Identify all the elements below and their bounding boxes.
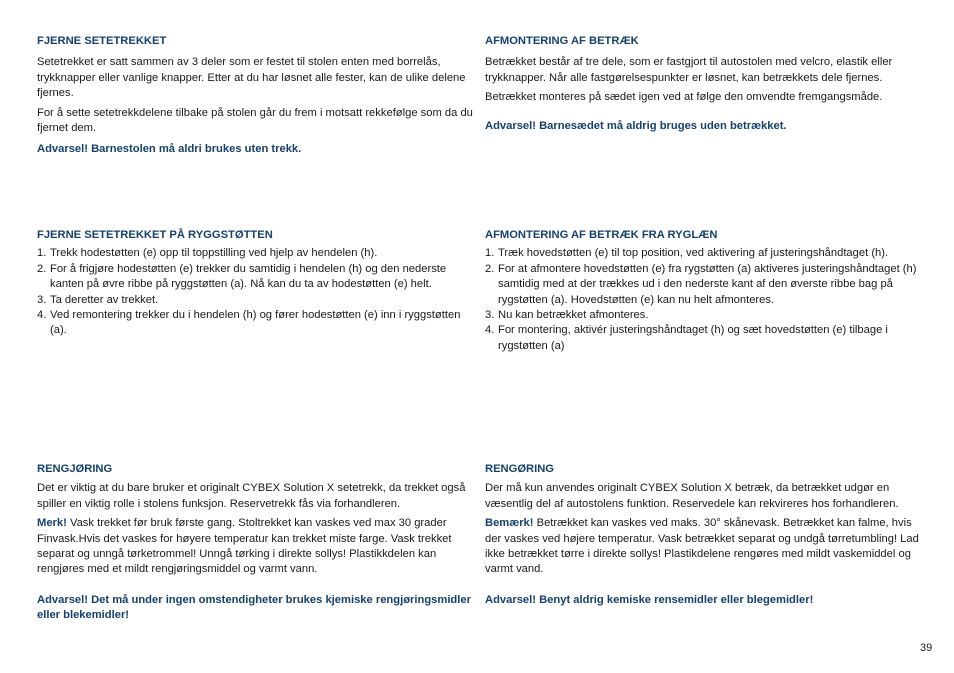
section-remove-backrest-cover-da bbox=[485, 228, 921, 354]
section-heading: FJERNE SETETREKKET PÅ RYGGSTØTTEN bbox=[37, 229, 273, 241]
step-number: 2. bbox=[37, 262, 47, 275]
step-number: 3. bbox=[37, 293, 47, 306]
paragraph: Det er viktig at du bare bruker et originalt CYBEX Solution X setetrekk, da trekket også spiller en viktig rolle i stolens funksjon. Reservetrekk fås via forhandleren. bbox=[37, 482, 466, 510]
list-item bbox=[485, 308, 921, 323]
step-text: Trekk hodestøtten (e) opp til toppstilling ved hjelp av hendelen (h). bbox=[50, 247, 378, 260]
section-cleaning-da bbox=[485, 462, 921, 608]
step-number: 1. bbox=[37, 247, 47, 260]
step-text: For å frigjøre hodestøtten (e) trekker du samtidig i hendelen (h) og den nederste kanten på øvre ribbe på ryggstøtten (a). Nå kan du ta av hodestøtten (e) helt. bbox=[50, 262, 447, 291]
list-item bbox=[37, 246, 473, 261]
section-remove-backrest-cover-no bbox=[37, 228, 473, 339]
note-text: Vask trekket før bruk første gang. Stoltrekket kan vaskes ved max 30 grader Finvask.Hvis det vaskes for høyere temperatur kan trekket miste farge. Vask trekket separat og unngå tørketrommel! Unngå tørking i direkte sollys! Plastikkdelen kan rengjøres med et mildt rengjøringsmiddel og varmt vann. bbox=[37, 517, 452, 576]
section-heading: RENGJØRING bbox=[37, 463, 113, 475]
paragraph bbox=[485, 516, 921, 578]
section-heading: AFMONTERING AF BETRÆK bbox=[485, 35, 639, 47]
step-text: For montering, aktivér justeringshåndtaget (h) og sæt hovedstøtten (e) tilbage i rygstøtten (a) bbox=[498, 324, 888, 352]
paragraph: For å sette setetrekkdelene tilbake på stolen går du frem i motsatt rekkefølge som da du fjernet dem. bbox=[37, 106, 473, 135]
step-number: 2. bbox=[485, 262, 495, 275]
section-cleaning-no bbox=[37, 462, 473, 624]
step-text: For at afmontere hovedstøtten (e) fra rygstøtten (a) aktiveres justeringshåndtaget (h) samtidig med at der trækkes ud i den nederste kant af den øverste ribbe bag på rygstøtten (a). Hovedstøtten (e) kan nu helt afmonteres. bbox=[498, 262, 917, 306]
steps-list bbox=[485, 246, 921, 354]
step-number: 3. bbox=[485, 309, 495, 322]
list-item bbox=[485, 323, 921, 354]
note-text: Betrækket kan vaskes ved maks. 30° skånevask. Betrækket kan falme, hvis der vaskes ved højere temperatur. Vask betrækket separat og undgå tørretumbling! Lad ikke betrækket tørre i direkte sollys! Plastikdelene rengøres med mildt vaskemiddel og varmt vand. bbox=[485, 517, 919, 576]
warning-text: Advarsel! Benyt aldrig kemiske rensemidler eller blegemidler! bbox=[485, 593, 814, 606]
step-text: Ta deretter av trekket. bbox=[50, 293, 159, 306]
note-lead: Bemærk! bbox=[485, 517, 534, 530]
warning-text: Advarsel! Det må under ingen omstendigheter brukes kjemiske rengjøringsmidler eller blekemidler! bbox=[37, 593, 471, 622]
section-remove-seat-cover-no bbox=[37, 34, 473, 158]
paragraph: Setetrekket er satt sammen av 3 deler som er festet til stolen enten med borrelås, trykknapper eller vanlige knapper. Etter at du har løsnet alle fester, kan de ulike delene fjernes. bbox=[37, 56, 466, 100]
list-item bbox=[485, 262, 921, 308]
paragraph: Betrækket består af tre dele, som er fastgjort til autostolen med velcro, elastik eller trykknapper. Når alle fastgørelsespunkter er løsnet, kan betrækkets dele fjernes. bbox=[485, 56, 893, 84]
list-item bbox=[37, 308, 473, 339]
paragraph: Betrækket monteres på sædet igen ved at følge den omvendte fremgangsmåde. bbox=[485, 91, 883, 104]
steps-list bbox=[37, 246, 473, 338]
page-number: 39 bbox=[920, 642, 933, 654]
step-number: 4. bbox=[37, 309, 47, 322]
section-heading: FJERNE SETETREKKET bbox=[37, 35, 167, 47]
step-text: Ved remontering trekker du i hendelen (h) og fører hodestøtten (e) inn i ryggstøtten (a). bbox=[50, 309, 461, 337]
paragraph bbox=[37, 516, 473, 578]
step-text: Træk hovedstøtten (e) til top position, ved aktivering af justeringshåndtaget (h). bbox=[498, 247, 889, 260]
list-item bbox=[37, 293, 473, 308]
step-number: 4. bbox=[485, 324, 495, 337]
note-lead: Merk! bbox=[37, 517, 67, 530]
section-remove-seat-cover-da bbox=[485, 34, 921, 134]
section-heading: RENGØRING bbox=[485, 463, 554, 475]
list-item bbox=[37, 262, 473, 293]
section-heading: AFMONTERING AF BETRÆK FRA RYGLÆN bbox=[485, 229, 718, 241]
warning-text: Advarsel! Barnesædet må aldrig bruges uden betrækket. bbox=[485, 119, 787, 132]
step-number: 1. bbox=[485, 247, 495, 260]
warning-text: Advarsel! Barnestolen må aldri brukes uten trekk. bbox=[37, 143, 302, 156]
list-item bbox=[485, 246, 921, 261]
paragraph: Der må kun anvendes originalt CYBEX Solution X betræk, da betrækket udgør en væsentlig del af autostolens funktion. Reservedele kan rekvireres hos forhandleren. bbox=[485, 482, 899, 510]
step-text: Nu kan betrækket afmonteres. bbox=[498, 309, 649, 322]
